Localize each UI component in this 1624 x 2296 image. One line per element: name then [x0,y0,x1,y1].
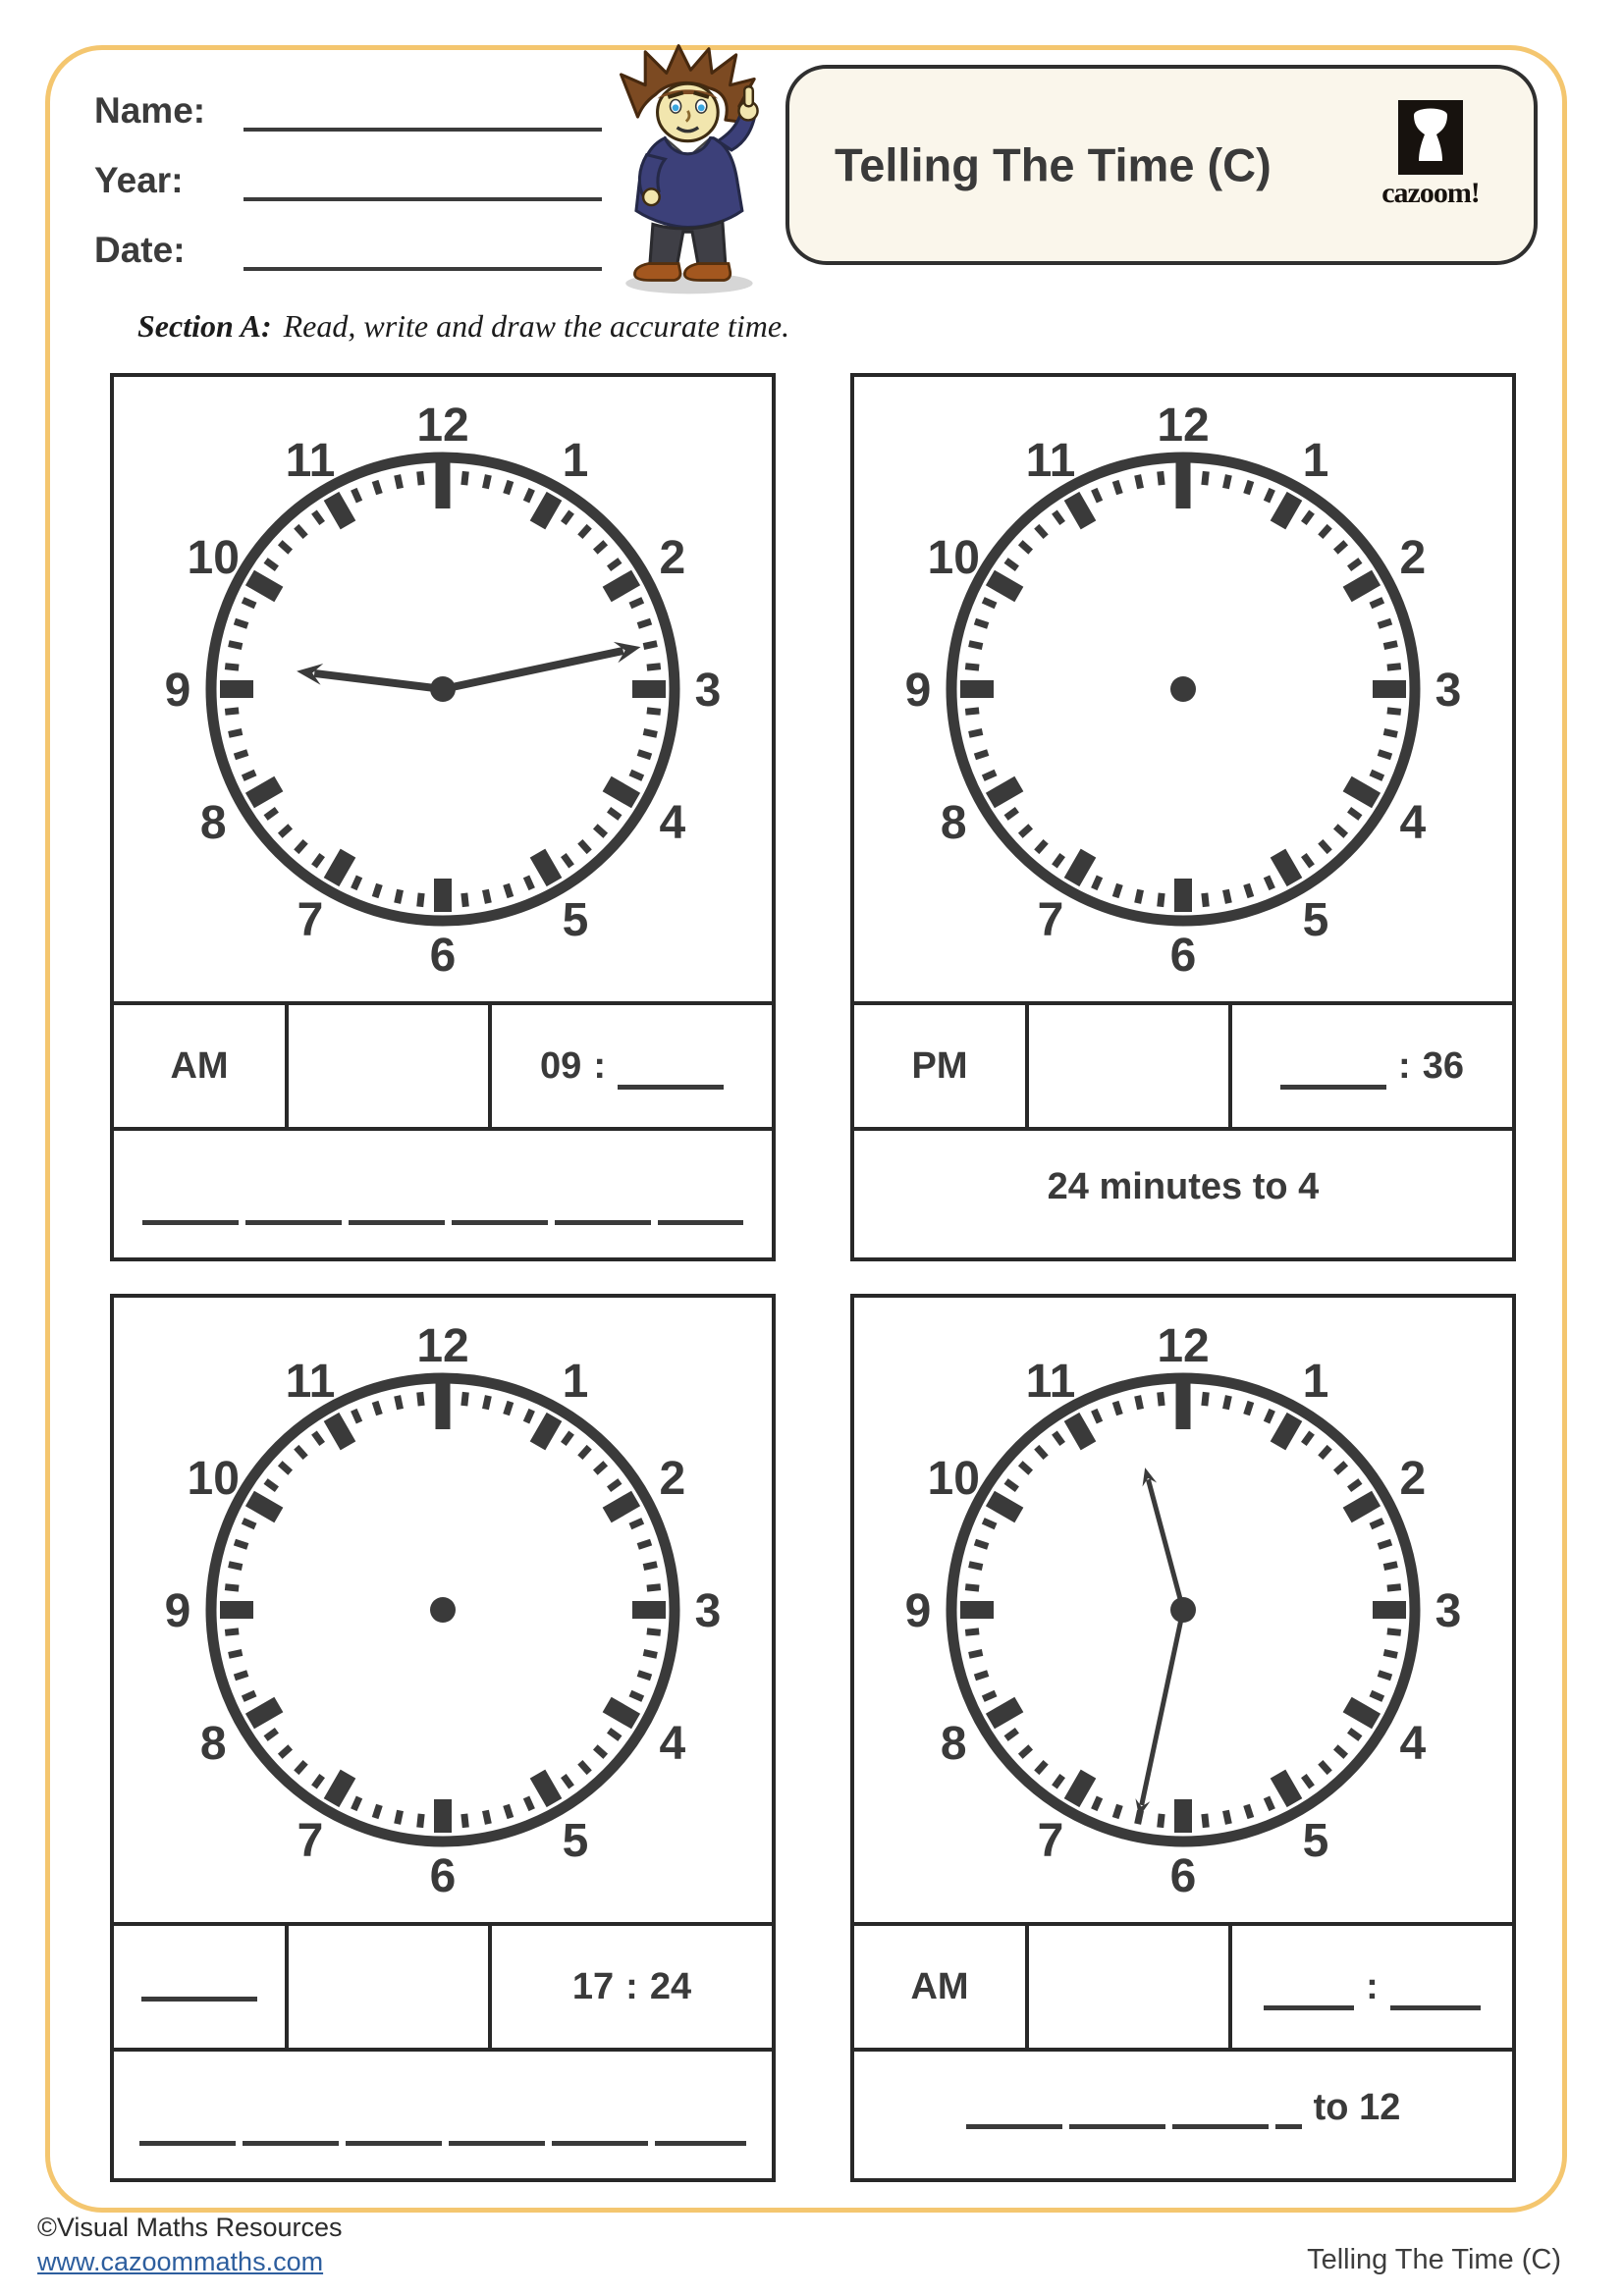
clock-numeral: 11 [285,435,336,488]
clock-numeral: 1 [1302,435,1329,488]
answer-text: 24 [649,1965,692,2007]
clock-numeral: 8 [199,797,227,849]
date-write-line [244,222,602,271]
center-dot [430,676,456,702]
answer-text: AM [910,1965,969,2007]
digital-time-cell [492,1926,772,2048]
time-panel-1 [110,373,776,1261]
answer-text: PM [911,1044,968,1087]
cartoon-boy-illustration [601,41,784,298]
clock-numeral: 5 [1302,893,1329,946]
answer-row [114,1001,772,1127]
clock-area [854,1298,1512,1922]
clock-numeral: 7 [297,1814,324,1867]
year-label: Year: [94,160,184,200]
clock-face [148,1315,737,1904]
name-label: Name: [94,90,206,131]
write-blank-line [1264,2005,1354,2010]
time-in-words-row [854,1127,1512,1257]
clock-numeral: 9 [164,665,191,717]
answer-text: AM [170,1044,229,1087]
clock-numeral: 7 [297,893,324,946]
student-info-fields [94,82,602,292]
clock-numeral: 12 [416,400,469,452]
center-dot [1170,1597,1196,1623]
answer-text: : [1398,1044,1411,1087]
answer-text: to 12 [1313,2087,1401,2128]
clock-numeral: 4 [1399,1718,1427,1770]
digital-time-cell [492,1005,772,1127]
write-blank-line [966,2124,1302,2129]
time-panel-2 [850,373,1516,1261]
answer-row [854,1922,1512,2048]
answer-text: 36 [1422,1044,1464,1087]
write-blank-line [141,1997,257,2002]
hand-left [643,188,660,205]
copyright-text: ©Visual Maths Resources [37,2213,343,2242]
middle-cell [289,1926,492,2048]
clock-numeral: 8 [199,1718,227,1770]
shoe-right [684,264,730,281]
clock-numeral: 12 [416,1320,469,1372]
digital-time-cell [1232,1926,1512,2048]
clock-numeral: 10 [927,532,980,584]
clock-numeral: 11 [1025,435,1076,488]
answer-text: : [625,1965,638,2007]
clock-numeral: 10 [187,1453,240,1505]
clock-face [148,395,737,984]
middle-cell [1029,1926,1232,2048]
clock-numeral: 3 [1435,1585,1462,1637]
clock-numeral: 6 [429,1850,457,1902]
clock-numeral: 4 [1399,797,1427,849]
clock-numeral: 5 [562,1814,589,1867]
cazoom-link[interactable]: www.cazoommaths.com [37,2246,324,2276]
clock-numeral: 6 [1169,1850,1197,1902]
clock-area [114,1298,772,1922]
name-field [94,82,602,132]
center-dot [1170,676,1196,702]
clock-numeral: 10 [927,1453,980,1505]
answer-text: 24 minutes to 4 [1047,1166,1320,1207]
iris-right [698,104,705,111]
meridiem-cell [854,1926,1029,2048]
clock-numeral: 9 [164,1585,191,1637]
section-instruction: Read, write and draw the accurate time. [283,308,790,344]
clock-numeral: 1 [562,435,589,488]
date-label: Date: [94,230,186,270]
title-box [785,65,1538,265]
shoe-left [634,264,679,281]
clock-numeral: 7 [1037,1814,1064,1867]
footer-doc-title: Telling The Time (C) [1307,2244,1561,2275]
clock-area [114,377,772,1001]
djembe-drum-icon [1398,100,1463,175]
clock-numeral: 8 [940,1718,967,1770]
answer-text: : [1366,1965,1379,2007]
meridiem-cell [854,1005,1029,1127]
logo-wordmark: cazoom! [1381,177,1480,209]
clock-numeral: 2 [659,1453,686,1505]
write-blank-line [142,1220,743,1225]
write-blank-line [139,2141,746,2146]
time-panel-4 [850,1294,1516,2182]
clock-numeral: 3 [1435,665,1462,717]
write-blank-line [618,1085,724,1090]
clock-numeral: 4 [659,797,686,849]
clock-numeral: 11 [285,1356,336,1409]
year-write-line [244,152,602,201]
clock-numeral: 1 [562,1356,589,1409]
time-in-words-row [114,2048,772,2178]
clock-numeral: 8 [940,797,967,849]
clock-numeral: 10 [187,532,240,584]
clock-numeral: 9 [904,1585,932,1637]
iris-left [673,104,679,111]
clock-face [889,395,1478,984]
thumb-up [744,86,753,106]
footer-credit [37,2211,343,2278]
digital-time-cell [1232,1005,1512,1127]
pants [650,221,726,265]
clock-numeral: 7 [1037,893,1064,946]
clock-numeral: 9 [904,665,932,717]
middle-cell [1029,1005,1232,1127]
answer-text: : [593,1044,606,1087]
year-field [94,152,602,201]
clock-numeral: 2 [1399,532,1427,584]
clock-area [854,377,1512,1001]
section-a-heading [137,308,789,345]
name-write-line [244,82,602,132]
clock-numeral: 6 [1169,930,1197,982]
clock-numeral: 2 [1399,1453,1427,1505]
write-blank-line [1280,1085,1386,1090]
section-label: Section A: [137,308,272,344]
write-blank-line [1390,2005,1481,2010]
date-field [94,222,602,271]
meridiem-cell [114,1926,289,2048]
clock-numeral: 5 [1302,1814,1329,1867]
answer-row [854,1001,1512,1127]
meridiem-cell [114,1005,289,1127]
clock-numeral: 4 [659,1718,686,1770]
center-dot [430,1597,456,1623]
clock-numeral: 1 [1302,1356,1329,1409]
clock-numeral: 12 [1157,400,1210,452]
answer-text: 09 [540,1044,582,1087]
middle-cell [289,1005,492,1127]
page-title: Telling The Time (C) [835,138,1272,191]
time-in-words-row [854,2048,1512,2178]
clock-numeral: 2 [659,532,686,584]
time-in-words-row [114,1127,772,1257]
clock-numeral: 12 [1157,1320,1210,1372]
clock-numeral: 11 [1025,1356,1076,1409]
clock-numeral: 3 [694,1585,722,1637]
answer-text: 17 [571,1965,615,2007]
clock-numeral: 5 [562,893,589,946]
clock-face [889,1315,1478,1904]
clock-numeral: 6 [429,930,457,982]
clock-numeral: 3 [694,665,722,717]
time-panel-3 [110,1294,776,2182]
cazoom-logo [1367,100,1494,210]
answer-row [114,1922,772,2048]
